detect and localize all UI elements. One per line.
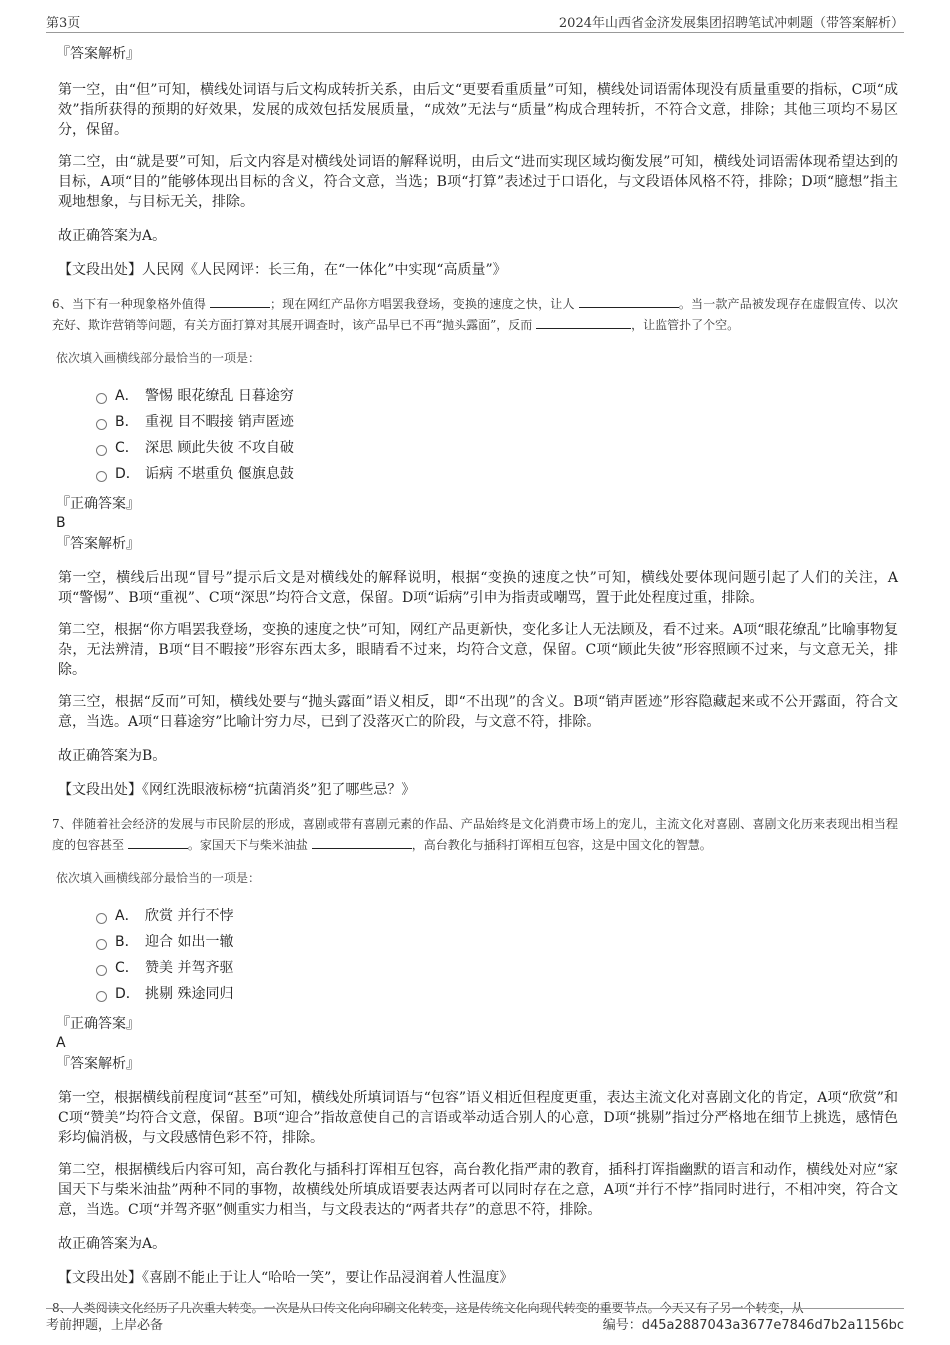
blank-line (312, 836, 412, 849)
analysis-paragraph: 第一空，横线后出现“冒号”提示后文是对横线处的解释说明，根据“变换的速度之快”可知，横线处要体现问题引起了人们的关注，A项“警惕”、B项“重视”、C项“深思”均符合文意，保留。D项“诟病”引申为指责或嘲骂，置于此处程度过重，排除。 (58, 570, 898, 606)
conclusion: 故正确答案为A。 (58, 228, 167, 244)
page-header (46, 10, 904, 33)
footer-motto: 考前押题，上岸必备 (46, 1318, 164, 1333)
option-b[interactable]: B． 重视 目不暇接 销声匿迹 (96, 408, 898, 434)
radio-icon[interactable] (96, 471, 107, 482)
option-c[interactable]: C． 深思 顾此失彼 不攻自破 (96, 434, 898, 460)
radio-icon[interactable] (96, 393, 107, 404)
option-a[interactable]: A． 欣赏 并行不悖 (96, 902, 898, 928)
blank-line (579, 295, 679, 308)
analysis-tag: 『答案解析』 (56, 536, 140, 552)
page-number: 第3页 (46, 16, 81, 31)
option-list (56, 902, 898, 1006)
option-d[interactable]: D． 挑剔 殊途同归 (96, 980, 898, 1006)
option-list (56, 382, 898, 486)
option-a[interactable]: A． 警惕 眼花缭乱 日暮途穷 (96, 382, 898, 408)
analysis-paragraph: 第二空，根据“你方唱罢我登场，变换的速度之快”可知，网红产品更新快，变化多让人无法顾及，看不过来。A项“眼花缭乱”比喻事物复杂，无法辨清，B项“目不暇接”形容东西太多，眼睛看不过来，均符合文意，保留。C项“顾此失彼”形容照顾不过来，与文意无关，排除。 (58, 622, 898, 678)
passage-source: 【文段出处】《网红洗眼液标榜“抗菌消炎”犯了哪些忌？》 (58, 782, 416, 798)
analysis-paragraph: 第一空，根据横线前程度词“甚至”可知，横线处所填词语与“包容”语义相近但程度更重，表达主流文化对喜剧文化的肯定，A项“欣赏”和C项“赞美”均符合文意，保留。B项“迎合”指故意使自己的言语或举动适合别人的心意，D项“挑剔”指过分严格地在细节上挑选，感情色彩均偏消极，与文段感情色彩不符，排除。 (58, 1090, 898, 1146)
question-7-stem: 7、伴随着社会经济的发展与市民阶层的形成，喜剧或带有喜剧元素的作品、产品始终是文化消费市场上的宠儿，主流文化对喜剧、喜剧文化历来表现出相当程度的包容甚至 。家国天下与柴米油盐 ，高台教化与插科打诨相互包容，这是中国文化的智慧。 (52, 817, 898, 852)
analysis-tag: 『答案解析』 (56, 46, 140, 62)
page-content (52, 44, 898, 1319)
question-6-stem: 6、当下有一种现象格外值得 ；现在网红产品你方唱罢我登场，变换的速度之快，让人 。当一款产品被发现存在虚假宣传、以次充好、欺诈营销等问题，有关方面打算对其展开调查时，该产品早已不再“抛头露面”，反而 ，让监管扑了个空。 (52, 297, 898, 332)
document-title: 2024年山西省金济发展集团招聘笔试冲刺题（带答案解析） (558, 16, 904, 31)
blank-line (210, 295, 270, 308)
radio-icon[interactable] (96, 991, 107, 1002)
correct-answer: A (56, 1035, 66, 1051)
passage-source: 【文段出处】《喜剧不能止于让人“哈哈一笑”，要让作品浸润着人性温度》 (58, 1270, 514, 1286)
radio-icon[interactable] (96, 419, 107, 430)
radio-icon[interactable] (96, 965, 107, 976)
correct-answer-tag: 『正确答案』 (56, 496, 140, 512)
blank-line (536, 316, 631, 329)
question-8-stem: 8、人类阅读文化经历了几次重大转变。一次是从口传文化向印刷文化转变，这是传统文化向现代转变的重要节点。今天又有了另一个转变，从 (52, 1301, 804, 1315)
radio-icon[interactable] (96, 445, 107, 456)
analysis-tag: 『答案解析』 (56, 1056, 140, 1072)
analysis-paragraph: 第二空，根据横线后内容可知，高台教化与插科打诨相互包容，高台教化指严肃的教育，插科打诨指幽默的语言和动作，横线处对应“家国天下与柴米油盐”两种不同的事物，故横线处所填成语要表达两者可以同时存在之意，A项“并行不悖”指同时进行，不相冲突，符合文意，当选。C项“并驾齐驱”侧重实力相当，与文段表达的“两者共存”的意思不符，排除。 (58, 1162, 898, 1218)
analysis-paragraph: 第一空，由“但”可知，横线处词语与后文构成转折关系，由后文“更要看重质量”可知，横线处词语需体现没有质量重要的指标，C项“成效”指所获得的预期的好效果，发展的成效包括发展质量，“成效”无法与“质量”构成合理转折，不符合文意，排除；其他三项均不易区分，保留。 (58, 82, 898, 138)
analysis-paragraph: 第二空，由“就是要”可知，后文内容是对横线处词语的解释说明，由后文“进而实现区域均衡发展”可知，横线处词语需体现希望达到的目标，A项“目的”能够体现出目标的含义，符合文意，当选；B项“打算”表述过于口语化，与文段语体风格不符，排除；D项“臆想”指主观地想象，与目标无关，排除。 (58, 154, 898, 210)
question-instruction: 依次填入画横线部分最恰当的一项是： (56, 351, 261, 365)
conclusion: 故正确答案为A。 (58, 1236, 167, 1252)
correct-answer: B (56, 515, 66, 531)
radio-icon[interactable] (96, 939, 107, 950)
option-b[interactable]: B． 迎合 如出一辙 (96, 928, 898, 954)
conclusion: 故正确答案为B。 (58, 748, 167, 764)
blank-line (128, 836, 188, 849)
analysis-paragraph: 第三空，根据“反而”可知，横线处要与“抛头露面”语义相反，即“不出现”的含义。B项“销声匿迹”形容隐藏起来或不公开露面，符合文意，当选。A项“日暮途穷”比喻计穷力尽，已到了没落灭亡的阶段，与文意不符，排除。 (58, 694, 898, 730)
question-instruction: 依次填入画横线部分最恰当的一项是： (56, 871, 261, 885)
correct-answer-tag: 『正确答案』 (56, 1016, 140, 1032)
option-c[interactable]: C． 赞美 并驾齐驱 (96, 954, 898, 980)
radio-icon[interactable] (96, 913, 107, 924)
document-code: 编号：d45a2887043a3677e7846d7b2a1156bc (602, 1318, 904, 1333)
page-footer (46, 1308, 904, 1333)
option-d[interactable]: D． 诟病 不堪重负 偃旗息鼓 (96, 460, 898, 486)
passage-source: 【文段出处】人民网《人民网评：长三角，在“一体化”中实现“高质量”》 (58, 262, 507, 278)
